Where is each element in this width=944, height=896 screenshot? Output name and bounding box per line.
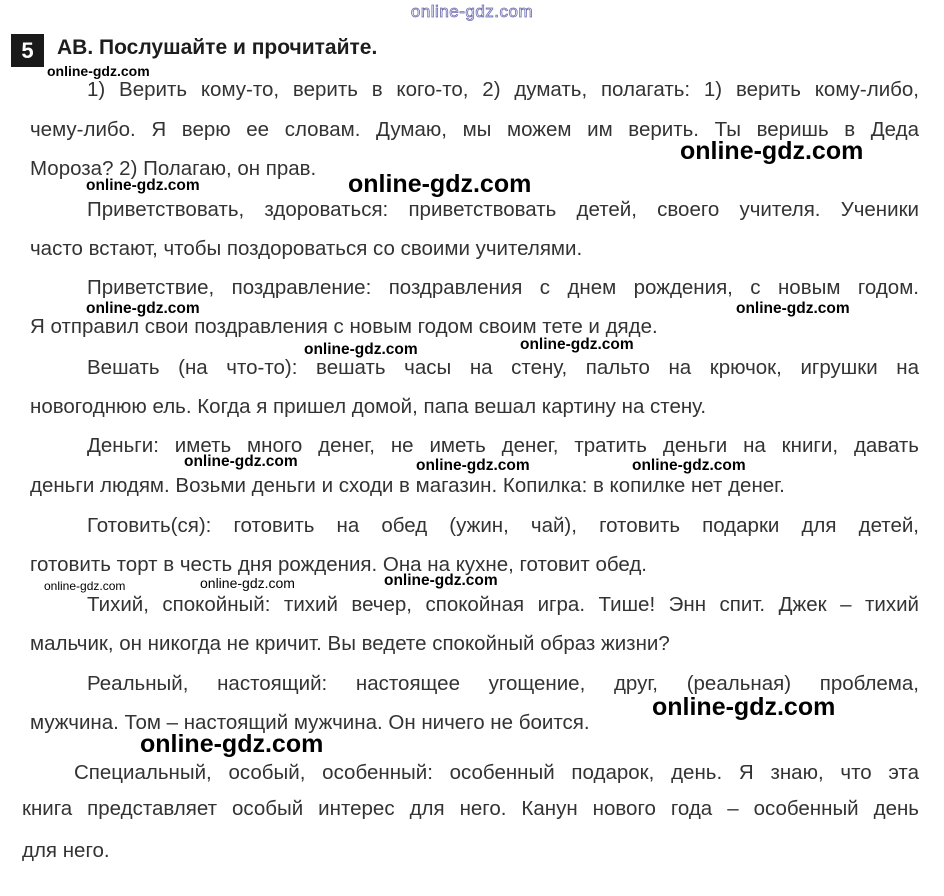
text-line: Тихий, спокойный: тихий вечер, спокойная игра. Тише! Энн спит. Джек – тихий <box>87 593 919 616</box>
site-watermark-top[interactable]: online-gdz.com <box>410 2 534 21</box>
watermark: online-gdz.com <box>736 300 850 317</box>
watermark: online-gdz.com <box>520 336 634 353</box>
exercise-title: AB. Послушайте и прочитайте. <box>57 36 378 59</box>
watermark: online-gdz.com <box>86 177 200 194</box>
watermark: online-gdz.com <box>384 572 498 589</box>
text-line: книга представляет особый интерес для него. Канун нового года – особенный день <box>22 797 919 820</box>
text-line: готовить торт в честь дня рождения. Она на кухне, готовит обед. <box>30 553 647 576</box>
text-line: мужчина. Том – настоящий мужчина. Он ничего не боится. <box>30 711 590 734</box>
text-line: чему-либо. Я верю ее словам. Думаю, мы можем им верить. Ты веришь в Деда <box>30 118 919 141</box>
text-line: деньги людям. Возьми деньги и сходи в магазин. Копилка: в копилке нет денег. <box>30 474 785 497</box>
watermark: online-gdz.com <box>184 453 298 470</box>
text-line: Я отправил свои поздравления с новым годом своим тете и дяде. <box>30 315 658 338</box>
text-line: мальчик, он никогда не кричит. Вы ведете спокойный образ жизни? <box>30 632 670 655</box>
watermark: online-gdz.com <box>140 730 324 758</box>
watermark: online-gdz.com <box>680 137 864 165</box>
watermark: online-gdz.com <box>416 457 530 474</box>
text-line: Готовить(ся): готовить на обед (ужин, чай), готовить подарки для детей, <box>87 514 919 537</box>
exercise-number-badge: 5 <box>11 34 44 67</box>
text-line: Приветствовать, здороваться: приветствовать детей, своего учителя. Ученики <box>87 198 919 221</box>
text-line: Мороза? 2) Полагаю, он прав. <box>30 157 317 180</box>
text-line: Специальный, особый, особенный: особенный подарок, день. Я знаю, что эта <box>74 761 919 784</box>
text-line: Деньги: иметь много денег, не иметь денег, тратить деньги на книги, давать <box>87 434 919 457</box>
text-line: Реальный, настоящий: настоящее угощение, друг, (реальная) проблема, <box>87 672 919 695</box>
text-line: Приветствие, поздравление: поздравления с днем рождения, с новым годом. <box>87 276 919 299</box>
watermark: online-gdz.com <box>304 341 418 358</box>
watermark: online-gdz.com <box>86 300 200 317</box>
text-line: для него. <box>22 839 110 862</box>
text-line: часто встают, чтобы поздороваться со своими учителями. <box>30 237 583 260</box>
watermark: online-gdz.com <box>44 579 126 593</box>
text-line: 1) Верить кому-то, верить в кого-то, 2) думать, полагать: 1) верить кому-либо, <box>87 78 919 101</box>
watermark: online-gdz.com <box>200 575 295 591</box>
watermark: online-gdz.com <box>632 457 746 474</box>
watermark: online-gdz.com <box>348 170 532 198</box>
text-line: Вешать (на что-то): вешать часы на стену, пальто на крючок, игрушки на <box>87 356 919 379</box>
watermark: online-gdz.com <box>652 693 836 721</box>
text-line: новогоднюю ель. Когда я пришел домой, папа вешал картину на стену. <box>30 395 707 418</box>
watermark: online-gdz.com <box>47 63 150 79</box>
